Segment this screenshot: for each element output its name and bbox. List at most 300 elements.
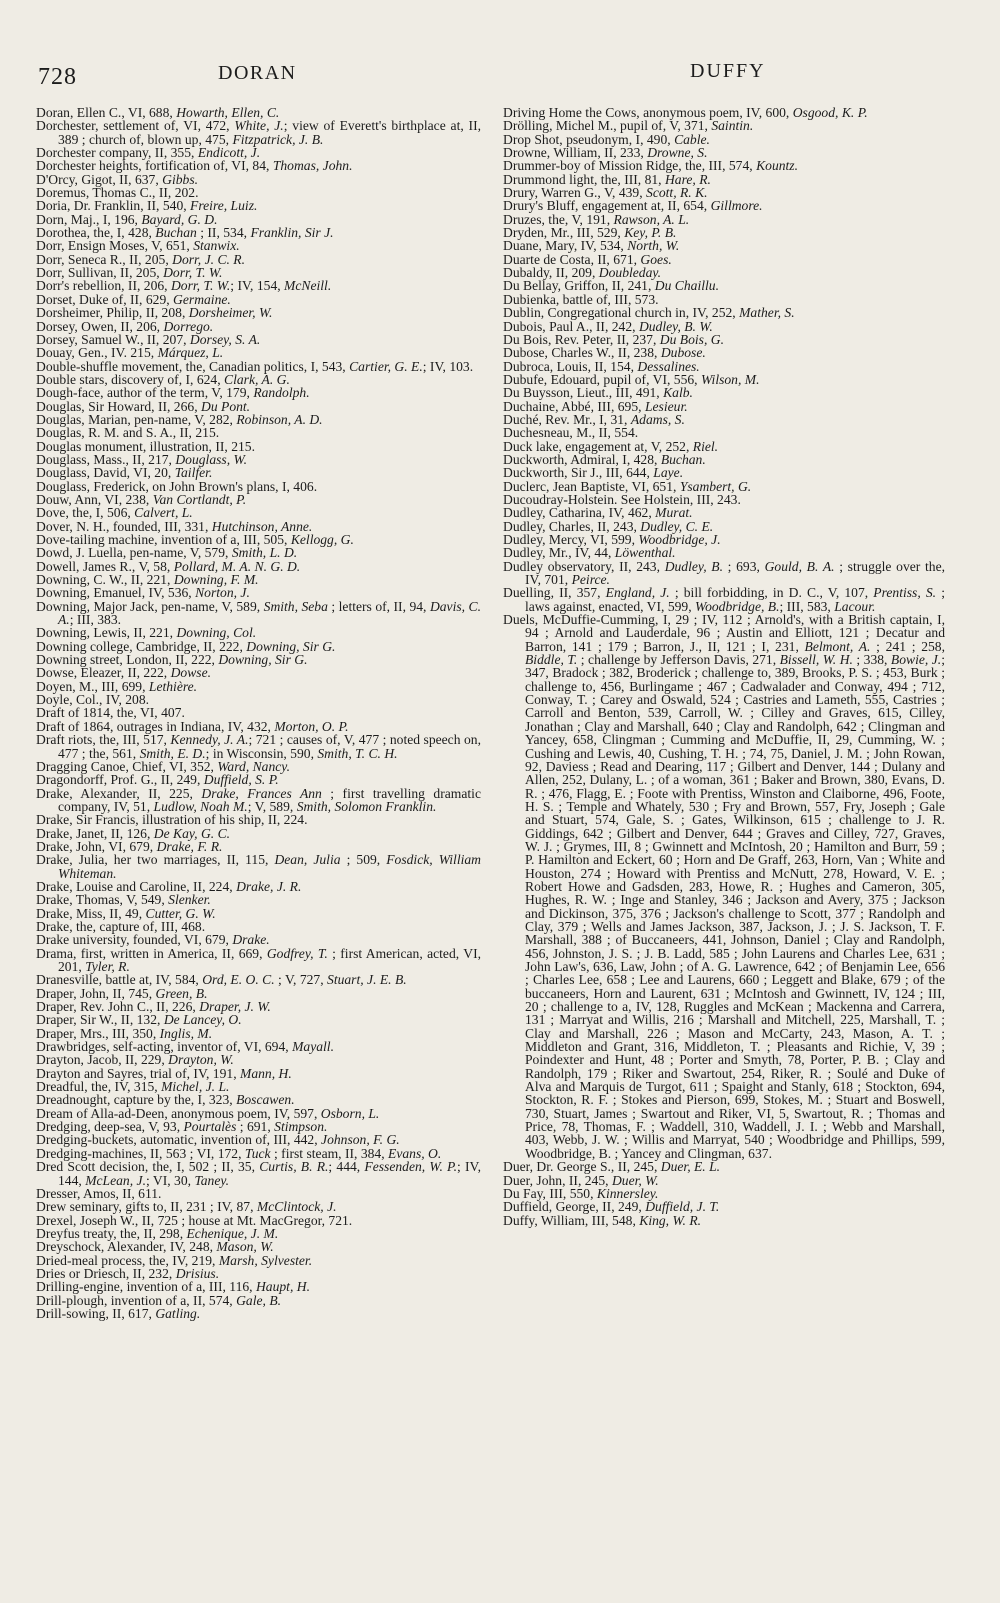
index-entry <box>36 1307 481 1320</box>
entry-citation: Mann, H. <box>240 1065 292 1081</box>
entry-text: Duchesneau, M., II, 554. <box>503 425 639 441</box>
entry-text: Drury's Bluff, engagement at, II, 654, <box>503 198 711 214</box>
entry-text: Double stars, discovery of, I, 624, <box>36 371 225 387</box>
index-entry <box>36 573 481 586</box>
index-entry <box>36 346 481 359</box>
entry-citation: Stanwix. <box>193 238 240 254</box>
entry-citation: Drisius. <box>175 1265 220 1281</box>
index-entry <box>503 119 945 132</box>
entry-text: Duelling, II, 357, <box>503 585 606 601</box>
entry-citation: Mayall. <box>292 1039 334 1055</box>
entry-text: Drawbridges, self-acting, inventor of, VI, 694, <box>36 1039 293 1055</box>
entry-text: ; III, 583, <box>779 598 835 614</box>
index-entry <box>36 626 481 639</box>
entry-citation: Belmont, A. <box>804 638 871 654</box>
entry-text: Drake, Sir Francis, illustration of his ship, II, 224. <box>36 812 308 828</box>
entry-citation: Lethière. <box>148 678 198 694</box>
entry-citation: McLean, J. <box>85 1172 146 1188</box>
entry-citation: Drayton, W. <box>168 1052 234 1068</box>
entry-citation: Mason, W. <box>216 1239 274 1255</box>
entry-citation: Du Chaillu. <box>654 278 719 294</box>
index-entry <box>503 106 945 119</box>
entry-text: Dried-meal process, the, IV, 219, <box>36 1252 219 1268</box>
index-entry <box>36 279 481 292</box>
entry-text: Douglas, Sir Howard, II, 266, <box>36 398 201 414</box>
entry-citation: Morton, O. P. <box>274 718 349 734</box>
index-entry <box>36 1280 481 1293</box>
entry-text: Druzes, the, V, 191, <box>503 211 614 227</box>
entry-text: Drill-sowing, II, 617, <box>36 1305 156 1321</box>
entry-citation: Dudley, C. E. <box>640 518 714 534</box>
entry-text: Douglass, David, VI, 20, <box>36 465 175 481</box>
entry-text: D'Orcy, Gigot, II, 637, <box>36 171 163 187</box>
entry-text: ; first American, acted, VI, 201, <box>58 945 481 974</box>
index-entry <box>36 1227 481 1240</box>
entry-text: Drake, Miss, II, 49, <box>36 905 146 921</box>
entry-citation: Dorrego. <box>163 318 214 334</box>
entry-text: ; 338, <box>852 652 891 668</box>
entry-text: Dowse, Eleazer, II, 222, <box>36 665 171 681</box>
entry-citation: Gibbs. <box>162 171 199 187</box>
entry-text: Dublin, Congregational church in, IV, 252, <box>503 305 740 321</box>
entry-citation: Fessenden, W. P. <box>364 1159 458 1175</box>
entry-text: Downing, Major Jack, pen-name, V, 589, <box>36 598 264 614</box>
entry-text: Dorr, Ensign Moses, V, 651, <box>36 238 194 254</box>
index-entry <box>36 226 481 239</box>
entry-citation: Smith, E. D. <box>139 745 206 761</box>
entry-text: Duer, Dr. George S., II, 245, <box>503 1159 661 1175</box>
entry-citation: Marsh, Sylvester. <box>218 1252 313 1268</box>
entry-citation: Evans, O. <box>388 1145 442 1161</box>
entry-text: ; V, 727, <box>274 972 328 988</box>
entry-citation: Michel, J. L. <box>161 1079 230 1095</box>
index-entry <box>503 386 945 399</box>
index-entry <box>36 1200 481 1213</box>
index-entry <box>36 760 481 773</box>
entry-citation: Gould, B. A. <box>764 558 835 574</box>
entry-citation: Gillmore. <box>710 198 763 214</box>
entry-text: ; challenge by Jefferson Davis, 271, <box>577 652 780 668</box>
entry-text: ; 693, <box>722 558 765 574</box>
entry-text: Draft of 1814, the, VI, 407. <box>36 705 185 721</box>
entry-text: Dorchester heights, fortification of, VI, 84, <box>36 158 273 174</box>
index-entry <box>36 987 481 1000</box>
entry-text: Dorr, Sullivan, II, 205, <box>36 265 164 281</box>
entry-citation: Hare, R. <box>664 171 711 187</box>
entry-citation: Thomas, John. <box>272 158 353 174</box>
entry-citation: White, J. <box>234 118 284 134</box>
entry-text: Downing college, Cambridge, II, 222, <box>36 638 247 654</box>
entry-text: Dorchester company, II, 355, <box>36 145 198 161</box>
entry-text: Dorsey, Owen, II, 206, <box>36 318 164 334</box>
index-entry <box>36 1027 481 1040</box>
entry-text: ; first travelling dramatic company, IV, 51, <box>58 785 481 814</box>
right-index-column <box>503 106 945 1227</box>
entry-citation: Kennedy, J. A. <box>170 732 249 748</box>
index-entry <box>36 706 481 719</box>
entry-text: Dubroca, Louis, II, 154, <box>503 358 638 374</box>
entry-text: Drew seminary, gifts to, II, 231 ; IV, 87, <box>36 1199 257 1215</box>
entry-text: Douw, Ann, VI, 238, <box>36 491 153 507</box>
entry-text: Drayton and Sayres, trial of, IV, 191, <box>36 1065 240 1081</box>
entry-citation: Dorr, T. W. <box>170 278 231 294</box>
entry-text: Drake, Thomas, V, 549, <box>36 892 169 908</box>
entry-text: Douglas, Marian, pen-name, V, 282, <box>36 411 237 427</box>
index-entry <box>503 480 945 493</box>
entry-text: Dove-tailing machine, invention of a, III, 505, <box>36 532 291 547</box>
index-entry <box>36 440 481 453</box>
entry-text: Dreyfus treaty, the, II, 298, <box>36 1225 187 1241</box>
entry-citation: Lacour. <box>834 598 876 614</box>
index-entry <box>36 813 481 826</box>
entry-citation: Curtis, B. R. <box>259 1159 329 1175</box>
index-entry <box>36 560 481 573</box>
entry-text: Dudley, Catharina, IV, 462, <box>503 505 656 521</box>
entry-citation: Clark, A. G. <box>224 371 290 387</box>
entry-text: Dreadnought, capture by the, I, 323, <box>36 1092 237 1108</box>
entry-citation: Downing, Sir G. <box>218 652 308 668</box>
entry-citation: McNeill. <box>284 278 332 294</box>
entry-citation: Freire, Luiz. <box>190 198 258 214</box>
entry-text: Dubois, Paul A., II, 242, <box>503 318 639 334</box>
entry-citation: Prentiss, S. <box>873 585 937 601</box>
entry-text: Dubufe, Edouard, pupil of, VI, 556, <box>503 371 701 387</box>
index-entry <box>36 199 481 212</box>
entry-text: Dredging-machines, II, 563 ; VI, 172, <box>36 1145 245 1161</box>
entry-text: Driving Home the Cows, anonymous poem, IV, 600, <box>503 105 793 120</box>
entry-citation: Douglass, W. <box>175 451 247 467</box>
entry-citation: Márquez, L. <box>157 345 224 361</box>
entry-text: Dorsheimer, Philip, II, 208, <box>36 305 189 321</box>
entry-text: Du Fay, III, 550, <box>503 1185 597 1201</box>
entry-text: ; VI, 30, <box>145 1172 195 1188</box>
index-entry <box>36 640 481 653</box>
entry-citation: Haupt, H. <box>255 1279 310 1295</box>
entry-text: Dream of Alla-ad-Deen, anonymous poem, IV, 597, <box>36 1105 321 1121</box>
entry-text: Dreadful, the, IV, 315, <box>36 1079 162 1095</box>
entry-citation: Duffield, S. P. <box>203 772 279 788</box>
index-entry <box>36 586 481 599</box>
entry-citation: North, W. <box>627 238 680 254</box>
index-entry <box>36 773 481 786</box>
entry-citation: Draper, J. W. <box>199 999 271 1015</box>
index-entry <box>36 893 481 906</box>
entry-citation: Goes. <box>640 251 672 267</box>
index-entry <box>503 413 945 426</box>
entry-text: Dragging Canoe, Chief, VI, 352, <box>36 758 218 774</box>
entry-citation: Dudley, B. W. <box>638 318 713 334</box>
entry-citation: Taney. <box>194 1172 230 1188</box>
index-entry <box>36 853 481 880</box>
entry-text: Duffield, George, II, 249, <box>503 1199 646 1215</box>
entry-text: Dorsey, Samuel W., II, 207, <box>36 331 190 347</box>
entry-citation: Van Cortlandt, P. <box>152 491 247 507</box>
entry-text: Draft of 1864, outrages in Indiana, IV, 432, <box>36 718 275 734</box>
entry-text: Duffy, William, III, 548, <box>503 1212 640 1228</box>
index-entry <box>36 480 481 493</box>
entry-text: Draper, Rev. John C., II, 226, <box>36 999 200 1015</box>
entry-citation: Norton, J. <box>195 585 250 601</box>
entry-text: Draper, John, II, 745, <box>36 985 156 1001</box>
index-entry <box>36 293 481 306</box>
entry-citation: Kellogg, G. <box>290 532 354 547</box>
entry-citation: Godfrey, T. <box>266 945 328 961</box>
entry-text: Dorr, Seneca R., II, 205, <box>36 251 173 267</box>
index-entry <box>503 453 945 466</box>
entry-citation: Bowie, J. <box>890 652 942 668</box>
index-entry <box>36 253 481 266</box>
entry-text: Downing street, London, II, 222, <box>36 652 219 668</box>
entry-citation: Osborn, L. <box>320 1105 380 1121</box>
entry-citation: Tyler, R. <box>85 959 130 974</box>
entry-text: ; 509, <box>340 852 387 868</box>
entry-text: Du Bois, Rev. Peter, II, 237, <box>503 331 660 347</box>
entry-text: Drake, John, VI, 679, <box>36 838 157 854</box>
index-entry <box>503 266 945 279</box>
entry-text: Drake, Julia, her two marriages, II, 115, <box>36 852 275 868</box>
entry-text: Drilling-engine, invention of a, III, 116, <box>36 1279 256 1295</box>
index-entry <box>503 1187 945 1200</box>
index-entry <box>36 1240 481 1253</box>
index-entry <box>36 506 481 519</box>
index-entry <box>503 226 945 239</box>
entry-text: Douay, Gen., IV. 215, <box>36 345 158 361</box>
entry-text: Duane, Mary, IV, 534, <box>503 238 628 254</box>
entry-text: ; 691, <box>236 1119 275 1135</box>
index-entry <box>36 1000 481 1013</box>
entry-text: ; V, 589, <box>247 798 297 814</box>
index-entry <box>36 520 481 533</box>
index-entry <box>36 466 481 479</box>
index-entry <box>36 1080 481 1093</box>
entry-citation: Cartier, G. E. <box>349 358 423 374</box>
entry-text: Duckworth, Sir J., III, 644, <box>503 465 654 481</box>
index-entry <box>36 159 481 172</box>
entry-text: Draper, Mrs., III, 350, <box>36 1025 160 1041</box>
index-entry <box>503 146 945 159</box>
entry-text: Dubaldy, II, 209, <box>503 265 599 281</box>
entry-citation: Smith, Solomon Franklin. <box>296 798 437 814</box>
entry-citation: Rawson, A. L. <box>613 211 690 227</box>
index-entry <box>503 186 945 199</box>
entry-citation: Davis, C. A. <box>58 598 481 628</box>
entry-citation: Duer, W. <box>611 1172 659 1188</box>
index-entry <box>36 320 481 333</box>
entry-citation: Kountz. <box>756 158 799 174</box>
entry-text: Downing, C. W., II, 221, <box>36 572 174 588</box>
index-entry <box>503 613 945 1160</box>
index-entry <box>36 186 481 199</box>
entry-text: Downing, Lewis, II, 221, <box>36 625 177 641</box>
index-entry <box>36 546 481 559</box>
index-entry <box>503 426 945 439</box>
index-entry <box>36 386 481 399</box>
entry-text: Dough-face, author of the term, V, 179, <box>36 385 254 401</box>
index-entry <box>503 333 945 346</box>
entry-citation: Downing, F. M. <box>173 572 259 588</box>
index-entry <box>36 533 481 546</box>
index-entry <box>36 1160 481 1187</box>
entry-citation: Downing, Col. <box>176 625 257 641</box>
entry-text: Drama, first, written in America, II, 669, <box>36 945 267 961</box>
entry-citation: Echenique, J. M. <box>186 1225 279 1241</box>
entry-text: Doyen, M., III, 699, <box>36 678 149 694</box>
entry-text: Duchaine, Abbé, III, 695, <box>503 398 645 414</box>
entry-text: Dryden, Mr., III, 529, <box>503 225 625 241</box>
entry-text: Dudley, Mr., IV, 44, <box>503 545 615 561</box>
entry-citation: Hutchinson, Anne. <box>211 518 313 534</box>
index-entry <box>503 546 945 559</box>
entry-text: Dragondorff, Prof. G., II, 249, <box>36 772 204 788</box>
entry-text: ; letters of, II, 94, <box>327 598 430 614</box>
index-entry <box>503 159 945 172</box>
index-entry <box>36 119 481 146</box>
index-entry <box>36 1267 481 1280</box>
entry-citation: Buchan <box>155 225 197 241</box>
entry-text: Dudley observatory, II, 243, <box>503 558 665 574</box>
index-entry <box>503 1160 945 1173</box>
entry-citation: Dubose. <box>660 345 706 361</box>
entry-text: Double-shuffle movement, the, Canadian politics, I, 543, <box>36 358 350 374</box>
entry-text: Dorn, Maj., I, 196, <box>36 211 142 227</box>
entry-citation: Wilson, M. <box>700 371 760 387</box>
index-entry <box>503 466 945 479</box>
index-entry <box>503 1174 945 1187</box>
entry-text: Drölling, Michel M., pupil of, V, 371, <box>503 118 712 134</box>
index-entry <box>36 720 481 733</box>
page-number: 728 <box>38 64 77 90</box>
index-entry <box>36 173 481 186</box>
index-entry <box>36 653 481 666</box>
entry-text: Du Bellay, Griffon, II, 241, <box>503 278 655 294</box>
index-entry <box>503 1214 945 1227</box>
index-entry <box>36 1120 481 1133</box>
entry-text: Duels, McDuffie-Cumming, I, 29 ; IV, 112 ; Arnold's, with a British captain, I, 94 ; Arnold and Lauderdale, 96 ; Austin and Elliott, 121 ; Decatur and Barron, 141 ; 179 ; Barron, J., II, 121 ; I, 231, <box>503 612 945 654</box>
entry-citation: Osgood, K. P. <box>792 105 868 120</box>
entry-citation: Boscawen. <box>236 1092 295 1108</box>
entry-citation: Stuart, J. E. B. <box>327 972 407 988</box>
entry-text: Dranesville, battle at, IV, 584, <box>36 972 203 988</box>
entry-text: Doran, Ellen C., VI, 688, <box>36 105 177 120</box>
entry-text: Drummer-boy of Mission Ridge, the, III, 574, <box>503 158 757 174</box>
entry-text: Drake, Alexander, II, 225, <box>36 785 202 801</box>
index-entry <box>36 1187 481 1200</box>
index-entry <box>503 199 945 212</box>
entry-citation: Drake. <box>232 932 270 948</box>
index-entry <box>503 506 945 519</box>
entry-citation: Drake, Frances Ann <box>201 785 322 801</box>
entry-citation: Inglis, M. <box>159 1025 213 1041</box>
index-entry <box>503 373 945 386</box>
entry-citation: Dean, Julia <box>274 852 341 868</box>
entry-citation: Cutter, G. W. <box>145 905 216 921</box>
entry-text: ; II, 534, <box>196 225 251 241</box>
entry-text: Downing, Emanuel, IV, 536, <box>36 585 196 601</box>
entry-citation: Smith, Seba <box>263 598 328 614</box>
entry-citation: Dorr, J. C. R. <box>172 251 246 267</box>
index-entry <box>36 146 481 159</box>
entry-text: Drury, Warren G., V, 439, <box>503 185 647 201</box>
entry-citation: Woodbridge, J. <box>638 532 721 547</box>
entry-citation: Saintin. <box>711 118 754 134</box>
entry-citation: Biddle, T. <box>525 652 578 668</box>
index-entry <box>503 560 945 587</box>
right-entry-list <box>503 106 945 1227</box>
index-entry <box>36 426 481 439</box>
running-header <box>0 56 1000 96</box>
entry-citation: De Lancey, O. <box>163 1012 242 1028</box>
entry-citation: Du Bois, G. <box>659 331 724 347</box>
entry-text: Dries or Driesch, II, 232, <box>36 1265 176 1281</box>
right-running-head: DUFFY <box>690 60 766 82</box>
entry-text: Doremus, Thomas C., II, 202. <box>36 185 199 201</box>
entry-text: Dudley, Mercy, VI, 599, <box>503 532 639 547</box>
entry-text: ; 444, <box>328 1159 365 1175</box>
index-entry <box>503 520 945 533</box>
entry-text: ; struggle over the, IV, 701, <box>525 558 945 588</box>
entry-citation: Smith, T. C. H. <box>317 745 398 761</box>
entry-citation: England, J. <box>605 585 670 601</box>
entry-text: ; view of Everett's birthplace at, II, 389 ; church of, blown up, 475, <box>58 118 482 147</box>
entry-text: ; 721 ; causes of, V, 477 ; noted speech on, 477 ; the, 561, <box>58 732 481 761</box>
entry-citation: Cable. <box>674 131 710 147</box>
entry-citation: Dorr, T. W. <box>163 265 223 281</box>
entry-text: Douglas, R. M. and S. A., II, 215. <box>36 425 220 441</box>
index-entry <box>36 1254 481 1267</box>
entry-citation: Du Pont. <box>201 398 251 414</box>
entry-text: ; 347, Bradock ; 382, Broderick ; challenge to, 389, Brooks, P. S. ; 453, Burk ; challenge to, 456, Burlingame ; 467 ; Cadwalader and Conway, 494 ; 712, Conway, T. ; Carey and Oswald, 524 ; Castries and Lameth, 555, Castries ; Carroll and Benton, 539, Carroll, W. ; Cilley and Graves, 615, Cilley, Jonathan ; Clay and Marshall, 640 ; Clay and Randolph, 642 ; Clingman and Yancey, 658, Clingman ; Cumming and McDuffie, II, 29, Cumming, W. ; Cushing and Lewis, 40, Cushing, T. H. ; 74, 75, Daniel, J. M. ; John Rowan, 92, Daviess ; Read and Dearing, 117 ; Gilbert and Denver, 144 ; Dulany and Allen, 252, Dulany, L. ; of a woman, 361 ; Baker and Brown, 380, Evans, D. R. ; 476, Flagg, E. ; Foote with Prentiss, Winston and Claiborne, 496, Foote, H. S. ; Temple and Whately, 530 ; Fry and Brown, 557, Fry, Joseph ; Gale and Stuart, 574, Gale, S. ; Gates, Wilkinson, 615 ; challenge to J. R. Giddings, 642 ; Gilbert and Denver, 644 ; Graves and Cilley, 727, Graves, W. J. ; Grymes, III, 8 ; Gwinnett and McIntosh, 20 ; Hamilton and Burr, 59 ; P. Hamilton and Eckert, 60 ; Horn and De Graff, 263, Horn, Van ; White and Houston, 274 ; Howard with Prentiss and McNutt, 278, Howard, V. E. ; Robert Howe and Gadsden, 283, Howe, R. ; Hughes and Cameron, 305, Hughes, R. W. ; Inge and Stanley, 346 ; Jackson and Avery, 375 ; Jackson and Dickinson, 375, 376 ; Jackson's challenge to Scott, 377 ; Randolph and Clay, 379 ; Wells and James Jackson, 387, Jackson, J. ; J. S. Jackson, T. F. Marshall, 388 ; of Buccaneers, 441, Johnson, Daniel ; Clay and Randolph, 456, Johnston, J. S. ; J. B. Ladd, 585 ; John Laurens and Charles Lee, 631 ; John Law's, 636, Law, John ; of A. G. Lawrence, 642 ; of Benjamin Lee, 656 ; Charles Lee, 658 ; Lee and Laurens, 660 ; Leggett and Blake, 679 ; of the buccaneers, Horn and Laurent, 631 ; McIntosh and Gwinnett, IV, 124 ; III, 20 ; challenge to a, IV, 128, Ruggles and McKean ; Mackenna and Carrera, 131 ; Marryat and Willis, 216 ; Marshall and Mitchell, 225, Marshall, T. ; Clay and Marshall, 226 ; Mason and McCarty, 243, Mason, A. T. ; Middleton and Grant, 316, Middleton, T. ; Pleasants and Richie, V, 39 ; Poindexter and Hunt, 48 ; Porter and Smyth, 78, Porter, P. B. ; Clay and Randolph, 179 ; Riker and Swartout, 254, Riker, R. ; Soulé and Duke of Alva and Marquis de Turgot, 611 ; Spaight and Stanly, 618 ; Stockton, 694, Stockton, R. F. ; Stokes and Pierson, 699, Stokes, M. ; Stuart and Boswell, 730, Stuart, James ; Swartout and Riker, VI, 5, Swartout, R. ; Thomas and Price, 78, Thomas, F. ; Waddell, 310, Waddell, J. I. ; Webb and Marshall, 403, Webb, J. W. ; Willis and Marryat, 540 ; Woodbridge and Phillips, 599, Woodbridge, B. ; Yancey and Clingman, 637. <box>525 652 945 1161</box>
index-entry <box>503 173 945 186</box>
entry-text: Ducoudray-Holstein. See Holstein, III, 243. <box>503 491 741 507</box>
index-entry <box>36 1040 481 1053</box>
entry-citation: Johnson, F. G. <box>321 1132 400 1148</box>
entry-citation: Drake, J. R. <box>236 878 302 894</box>
entry-text: Draper, Sir W., II, 132, <box>36 1012 164 1028</box>
index-entry <box>36 1107 481 1120</box>
index-entry <box>36 933 481 946</box>
left-running-head: DORAN <box>218 62 297 84</box>
entry-citation: Green, B. <box>155 985 208 1001</box>
entry-citation: Dorsheimer, W. <box>188 305 273 321</box>
entry-citation: Kinnersley. <box>596 1185 659 1201</box>
entry-citation: Scott, R. K. <box>646 185 708 201</box>
entry-text: Dorset, Duke of, II, 629, <box>36 291 174 307</box>
index-entry <box>36 840 481 853</box>
entry-citation: Ward, Nancy. <box>217 758 290 774</box>
entry-citation: Gatling. <box>155 1305 201 1321</box>
entry-citation: Ysambert, G. <box>679 478 752 494</box>
index-entry <box>36 600 481 627</box>
index-entry <box>36 1294 481 1307</box>
index-entry <box>503 586 945 613</box>
entry-citation: Kalb. <box>663 385 693 401</box>
entry-text: Drop Shot, pseudonym, I, 490, <box>503 131 675 147</box>
index-entry <box>36 907 481 920</box>
entry-text: Duarte de Costa, II, 671, <box>503 251 641 267</box>
entry-text: Dorr's rebellion, II, 206, <box>36 278 171 294</box>
entry-text: Douglass, Mass., II, 217, <box>36 451 176 467</box>
entry-text: Dresser, Amos, II, 611. <box>36 1185 162 1201</box>
entry-citation: Tailfer. <box>174 465 213 481</box>
index-entry <box>36 1093 481 1106</box>
index-entry <box>503 346 945 359</box>
entry-text: Dowell, James R., V, 58, <box>36 558 174 574</box>
entry-text: Douglas monument, illustration, II, 215. <box>36 438 255 454</box>
entry-text: Doyle, Col., IV, 208. <box>36 692 150 708</box>
index-entry <box>36 266 481 279</box>
entry-citation: Pourtalès <box>183 1119 237 1135</box>
index-entry <box>36 306 481 319</box>
